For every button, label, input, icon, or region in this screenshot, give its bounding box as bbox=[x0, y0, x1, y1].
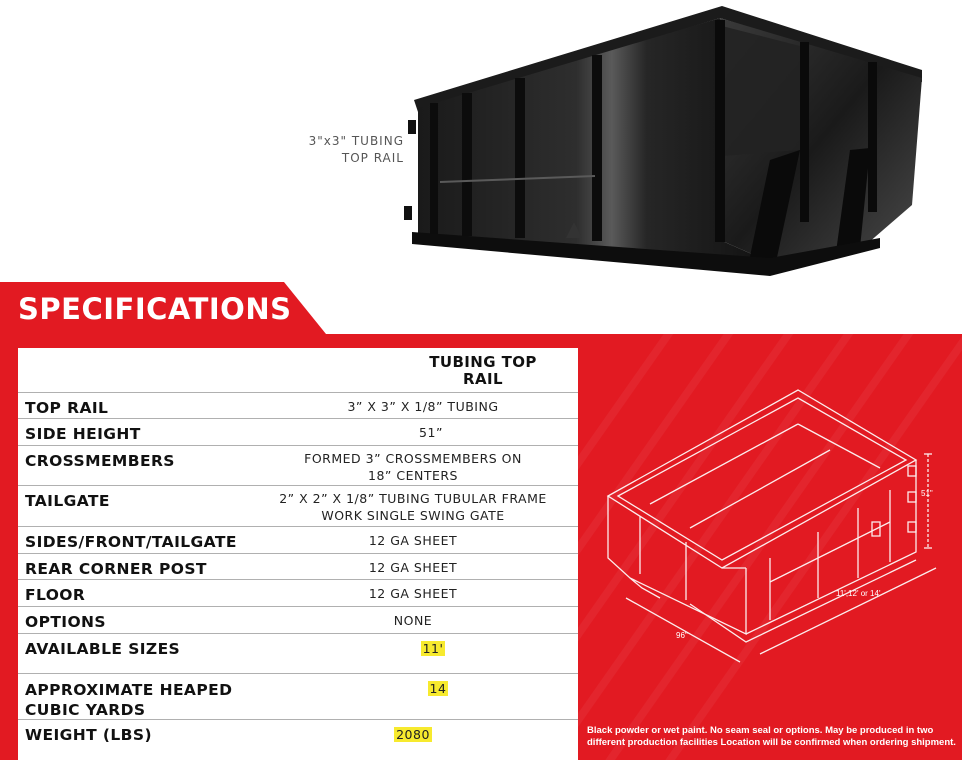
row-value: 51” bbox=[419, 425, 443, 440]
row-label: OPTIONS bbox=[25, 613, 106, 631]
length-dimension-label: 11',12' or 14' bbox=[836, 589, 881, 598]
row-label bbox=[25, 680, 232, 720]
row-label: FLOOR bbox=[25, 586, 86, 604]
row-label: AVAILABLE SIZES bbox=[25, 640, 181, 658]
size-highlight: 11' bbox=[422, 641, 444, 656]
callout-line-2: TOP RAIL bbox=[341, 151, 404, 165]
table-row bbox=[18, 553, 578, 579]
table-row bbox=[18, 418, 578, 445]
row-value-line-1: 2” X 2” X 1/8” TUBING TUBULAR FRAME bbox=[279, 491, 547, 506]
row-label: SIDES/FRONT/TAILGATE bbox=[25, 533, 237, 551]
container-photo bbox=[0, 0, 962, 282]
weight-highlight: 2080 bbox=[396, 727, 430, 742]
row-value bbox=[258, 726, 568, 743]
table-row bbox=[18, 633, 578, 673]
table-row bbox=[18, 392, 578, 418]
row-value bbox=[258, 450, 568, 484]
finish-note: Black powder or wet paint. No seam seal or options. May be produced in two different production facilities Location will be confirmed when ordering shipment. bbox=[587, 725, 956, 748]
height-dimension-label: 51" bbox=[921, 489, 933, 498]
table-row bbox=[18, 445, 578, 485]
table-row bbox=[18, 719, 578, 760]
row-label: CROSSMEMBERS bbox=[25, 452, 175, 470]
row-value: 12 GA SHEET bbox=[368, 586, 458, 601]
row-value-line-1: FORMED 3” CROSSMEMBERS ON bbox=[304, 451, 522, 466]
row-value bbox=[258, 490, 568, 524]
row-label-line-1: APPROXIMATE HEAPED bbox=[25, 681, 233, 699]
row-label: SIDE HEIGHT bbox=[25, 425, 141, 443]
row-value: NONE bbox=[393, 613, 433, 628]
row-value-line-2: WORK SINGLE SWING GATE bbox=[321, 508, 505, 523]
row-label: TOP RAIL bbox=[25, 399, 109, 417]
table-row bbox=[18, 485, 578, 526]
row-value: 12 GA SHEET bbox=[368, 533, 458, 548]
callout-line-1: 3"x3" TUBING bbox=[308, 134, 404, 148]
table-row bbox=[18, 579, 578, 606]
row-value: 12 GA SHEET bbox=[368, 560, 458, 575]
row-value-line-2: 18” CENTERS bbox=[368, 468, 458, 483]
row-label: REAR CORNER POST bbox=[25, 560, 207, 578]
table-row bbox=[18, 526, 578, 553]
yards-highlight: 14 bbox=[429, 681, 447, 696]
row-label-line-2: CUBIC YARDS bbox=[25, 701, 146, 719]
table-row bbox=[18, 673, 578, 719]
section-title: SPECIFICATIONS bbox=[18, 292, 292, 326]
row-value bbox=[283, 680, 593, 697]
row-label: WEIGHT (LBS) bbox=[25, 726, 152, 744]
table-row bbox=[18, 606, 578, 633]
table-header: TUBING TOP RAIL bbox=[429, 353, 537, 388]
container-line-diagram bbox=[590, 372, 952, 672]
product-photo-area bbox=[0, 0, 962, 282]
spec-table bbox=[18, 348, 578, 760]
row-value bbox=[278, 640, 588, 657]
width-dimension-label: 96" bbox=[676, 631, 688, 640]
row-value: 3” X 3” X 1/8” TUBING bbox=[347, 399, 499, 414]
row-label: TAILGATE bbox=[25, 492, 110, 510]
